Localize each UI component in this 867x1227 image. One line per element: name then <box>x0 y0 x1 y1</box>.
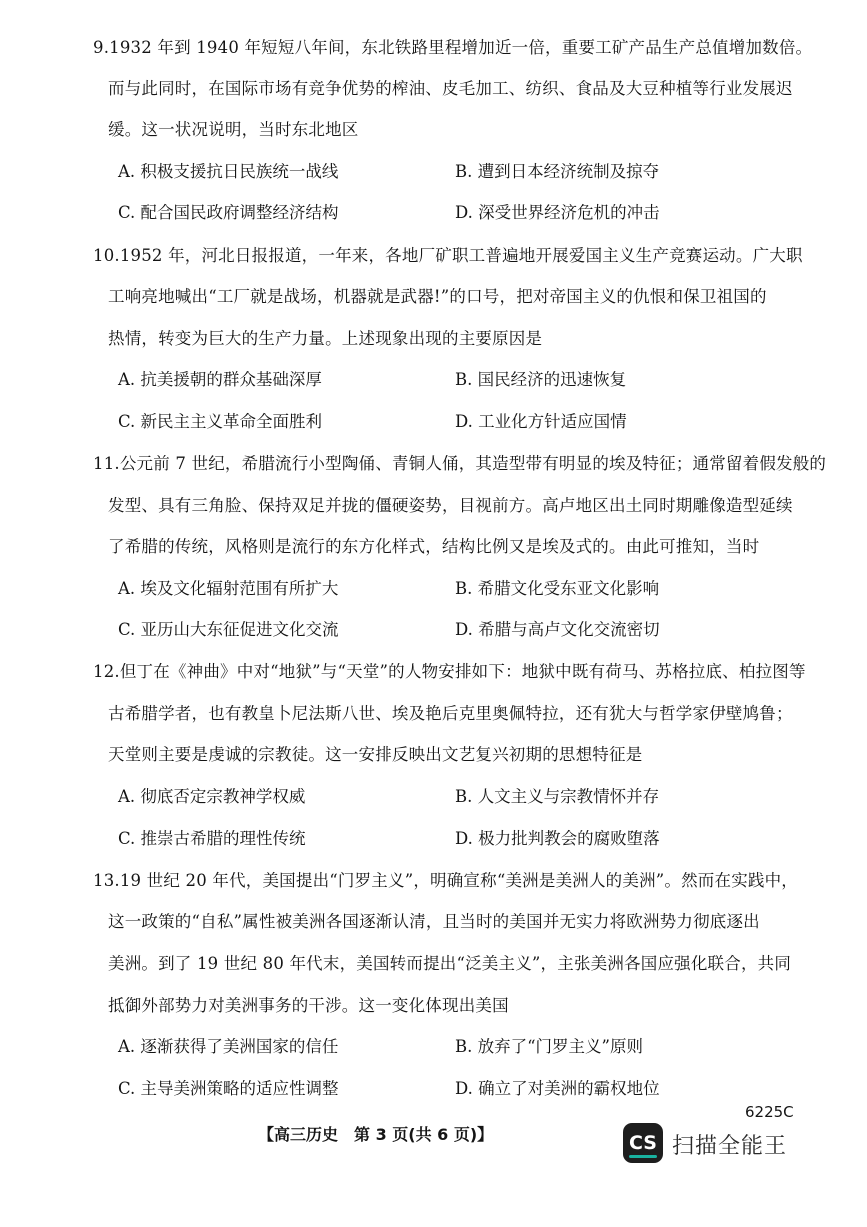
question-12-stem-line-3: 天堂则主要是虔诚的宗教徒。这一安排反映出文艺复兴初期的思想特征是 <box>108 745 643 764</box>
question-10-stem-line-3: 热情，转变为巨大的生产力量。上述现象出现的主要原因是 <box>108 329 543 348</box>
question-13-option-a[interactable]: A. 逐渐获得了美洲国家的信任 <box>118 1037 339 1056</box>
question-11-option-b[interactable]: B. 希腊文化受东亚文化影响 <box>455 579 660 598</box>
question-9-stem-line-2: 而与此同时，在国际市场有竞争优势的榨油、皮毛加工、纺织、食品及大豆种植等行业发展迟 <box>108 79 793 98</box>
question-11-stem-line-1: 11.公元前 7 世纪，希腊流行小型陶俑、青铜人俑，其造型带有明显的埃及特征；通常留着假发般的 <box>93 454 827 473</box>
camscanner-logo-icon <box>623 1123 663 1163</box>
question-12-stem-line-1: 12.但丁在《神曲》中对“地狱”与“天堂”的人物安排如下：地狱中既有荷马、苏格拉底、柏拉图等 <box>93 662 806 681</box>
camscanner-logo-text: CS <box>629 1132 657 1154</box>
camscanner-app-name: 扫描全能王 <box>672 1134 788 1159</box>
question-13-stem-line-4: 抵御外部势力对美洲事务的干涉。这一变化体现出美国 <box>108 996 509 1015</box>
question-9-option-c[interactable]: C. 配合国民政府调整经济结构 <box>118 203 339 222</box>
question-10-stem-line-2: 工响亮地喊出“工厂就是战场，机器就是武器!”的口号，把对帝国主义的仇恨和保卫祖国的 <box>108 287 767 306</box>
question-11-option-a[interactable]: A. 埃及文化辐射范围有所扩大 <box>118 579 339 598</box>
question-9-option-d[interactable]: D. 深受世界经济危机的冲击 <box>455 203 660 222</box>
question-11-stem-line-2: 发型、具有三角脸、保持双足并拢的僵硬姿势，目视前方。高卢地区出土同时期雕像造型延续 <box>108 496 793 515</box>
question-11-option-c[interactable]: C. 亚历山大东征促进文化交流 <box>118 620 339 639</box>
question-13-stem-line-3: 美洲。到了 19 世纪 80 年代末，美国转而提出“泛美主义”，主张美洲各国应强化联合，共同 <box>108 954 792 973</box>
question-9-stem-line-3: 缓。这一状况说明，当时东北地区 <box>108 120 359 139</box>
question-10-option-d[interactable]: D. 工业化方针适应国情 <box>455 412 627 431</box>
question-13-stem-line-1: 13.19 世纪 20 年代，美国提出“门罗主义”，明确宣称“美洲是美洲人的美洲”。然而在实践中， <box>93 871 799 890</box>
camscanner-logo-bar <box>629 1155 657 1158</box>
question-10-option-a[interactable]: A. 抗美援朝的群众基础深厚 <box>118 370 322 389</box>
question-10-stem-line-1: 10.1952 年，河北日报报道，一年来，各地厂矿职工普遍地开展爱国主义生产竞赛运动。广大职 <box>93 246 803 265</box>
question-9-option-a[interactable]: A. 积极支援抗日民族统一战线 <box>118 162 339 181</box>
question-13-option-b[interactable]: B. 放弃了“门罗主义”原则 <box>455 1037 643 1056</box>
question-11-option-d[interactable]: D. 希腊与高卢文化交流密切 <box>455 620 660 639</box>
question-13-option-c[interactable]: C. 主导美洲策略的适应性调整 <box>118 1079 339 1098</box>
question-12-option-a[interactable]: A. 彻底否定宗教神学权威 <box>118 787 306 806</box>
question-13-option-d[interactable]: D. 确立了对美洲的霸权地位 <box>455 1079 660 1098</box>
question-9-option-b[interactable]: B. 遭到日本经济统制及掠夺 <box>455 162 660 181</box>
question-10-option-c[interactable]: C. 新民主主义革命全面胜利 <box>118 412 323 431</box>
exam-code: 6225C <box>745 1103 794 1121</box>
question-12-option-b[interactable]: B. 人文主义与宗教情怀并存 <box>455 787 660 806</box>
question-12-option-c[interactable]: C. 推崇古希腊的理性传统 <box>118 829 306 848</box>
question-13-stem-line-2: 这一政策的“自私”属性被美洲各国逐渐认清，且当时的美国并无实力将欧洲势力彻底逐出 <box>108 912 760 931</box>
question-12-option-d[interactable]: D. 极力批判教会的腐败堕落 <box>455 829 660 848</box>
question-9-stem-line-1: 9.1932 年到 1940 年短短八年间，东北铁路里程增加近一倍，重要工矿产品生产总值增加数倍。 <box>93 38 813 57</box>
question-11-stem-line-3: 了希腊的传统，风格则是流行的东方化样式，结构比例又是埃及式的。由此可推知，当时 <box>108 537 760 556</box>
page-footer-label: 【高三历史 第 3 页(共 6 页)】 <box>258 1125 494 1144</box>
question-12-stem-line-2: 古希腊学者，也有教皇卜尼法斯八世、埃及艳后克里奥佩特拉，还有犹大与哲学家伊壁鸠鲁； <box>108 704 793 723</box>
question-10-option-b[interactable]: B. 国民经济的迅速恢复 <box>455 370 627 389</box>
